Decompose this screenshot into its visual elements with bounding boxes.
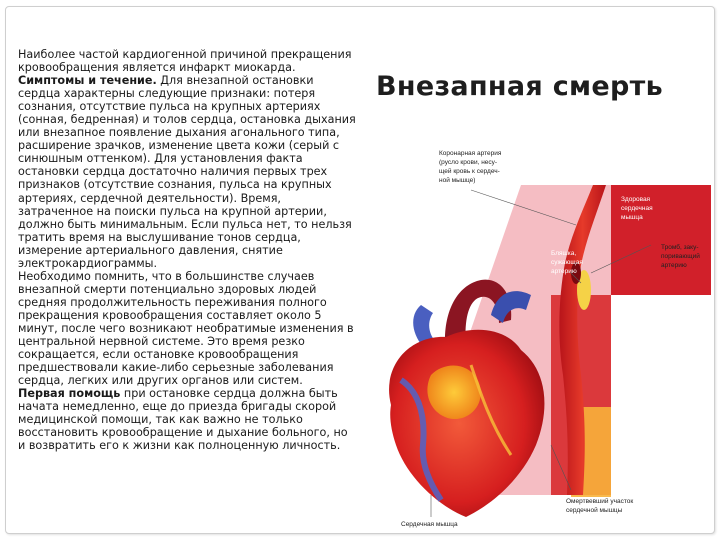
label-plaque: Бляшка, сужающая артерию	[551, 250, 583, 275]
label-dead-muscle: Омертвевший участок сердечной мышцы	[566, 498, 634, 514]
symptoms-heading: Симптомы и течение.	[18, 74, 157, 88]
paragraph-symptoms	[18, 74, 358, 270]
paragraph-first-aid	[18, 387, 358, 452]
heart-artery-illustration	[371, 145, 711, 535]
paragraph-survival-time: Необходимо помнить, что в большинстве случаев внезапной смерти потенциально здоровых людей средняя продолжительность переживания полного прекращения кровообращения составляет около 5 минут, после чего возникают необратимые изменения в центральной нервной системе. Это время резко сокращается, если остановке кровообращения предшествовали какие-либо серьезные заболевания сердца, легких или других органов или систем.	[18, 269, 354, 388]
first-aid-heading: Первая помощь	[18, 387, 121, 401]
label-blood-clot: Тромб, заку- поривающий артерию	[661, 244, 700, 269]
paragraph-intro: Наиболее частой кардиогенной причиной прекращения кровообращения является инфаркт миокарда.	[18, 48, 352, 75]
symptoms-text: Для внезапной остановки сердца характерны следующие признаки: потеря сознания, отсутствие пульса на крупных артериях (сонная, бедренная) и толов сердца, остановка дыхания или внезапное появление дыхания агонального типа, расширение зрачков, изменение цвета кожи (серый с синюшным оттенком). Для установления факта остановки сердца достаточно наличия первых трех признаков (отсутствие сознания, пульса на крупных артериях, сердечной деятельности). Время, затраченное на поиски пульса на крупной артерии, должно быть минимальным. Если пульса нет, то нельзя тратить время на выслушивание тонов сердца, измерение артериального давления, снятие электрокардиограммы.	[18, 74, 356, 270]
label-heart-muscle: Сердечная мышца	[401, 521, 458, 528]
slide	[5, 6, 715, 534]
label-coronary-artery: Коронарная артерия (русло крови, несу- щей кровь к сердеч- ной мышце)	[439, 150, 502, 184]
first-aid-text: при остановке сердца должна быть начата немедленно, еще до приезда бригады скорой медицинской помощи, так как важно не только восстановить кровообращение и дыхание больного, но и возвратить его к жизни как полноценную личность.	[18, 387, 348, 453]
slide-title: Внезапная смерть	[376, 71, 663, 102]
body-text	[18, 48, 358, 452]
label-healthy-muscle: Здоровая сердечная мышца	[621, 196, 653, 221]
